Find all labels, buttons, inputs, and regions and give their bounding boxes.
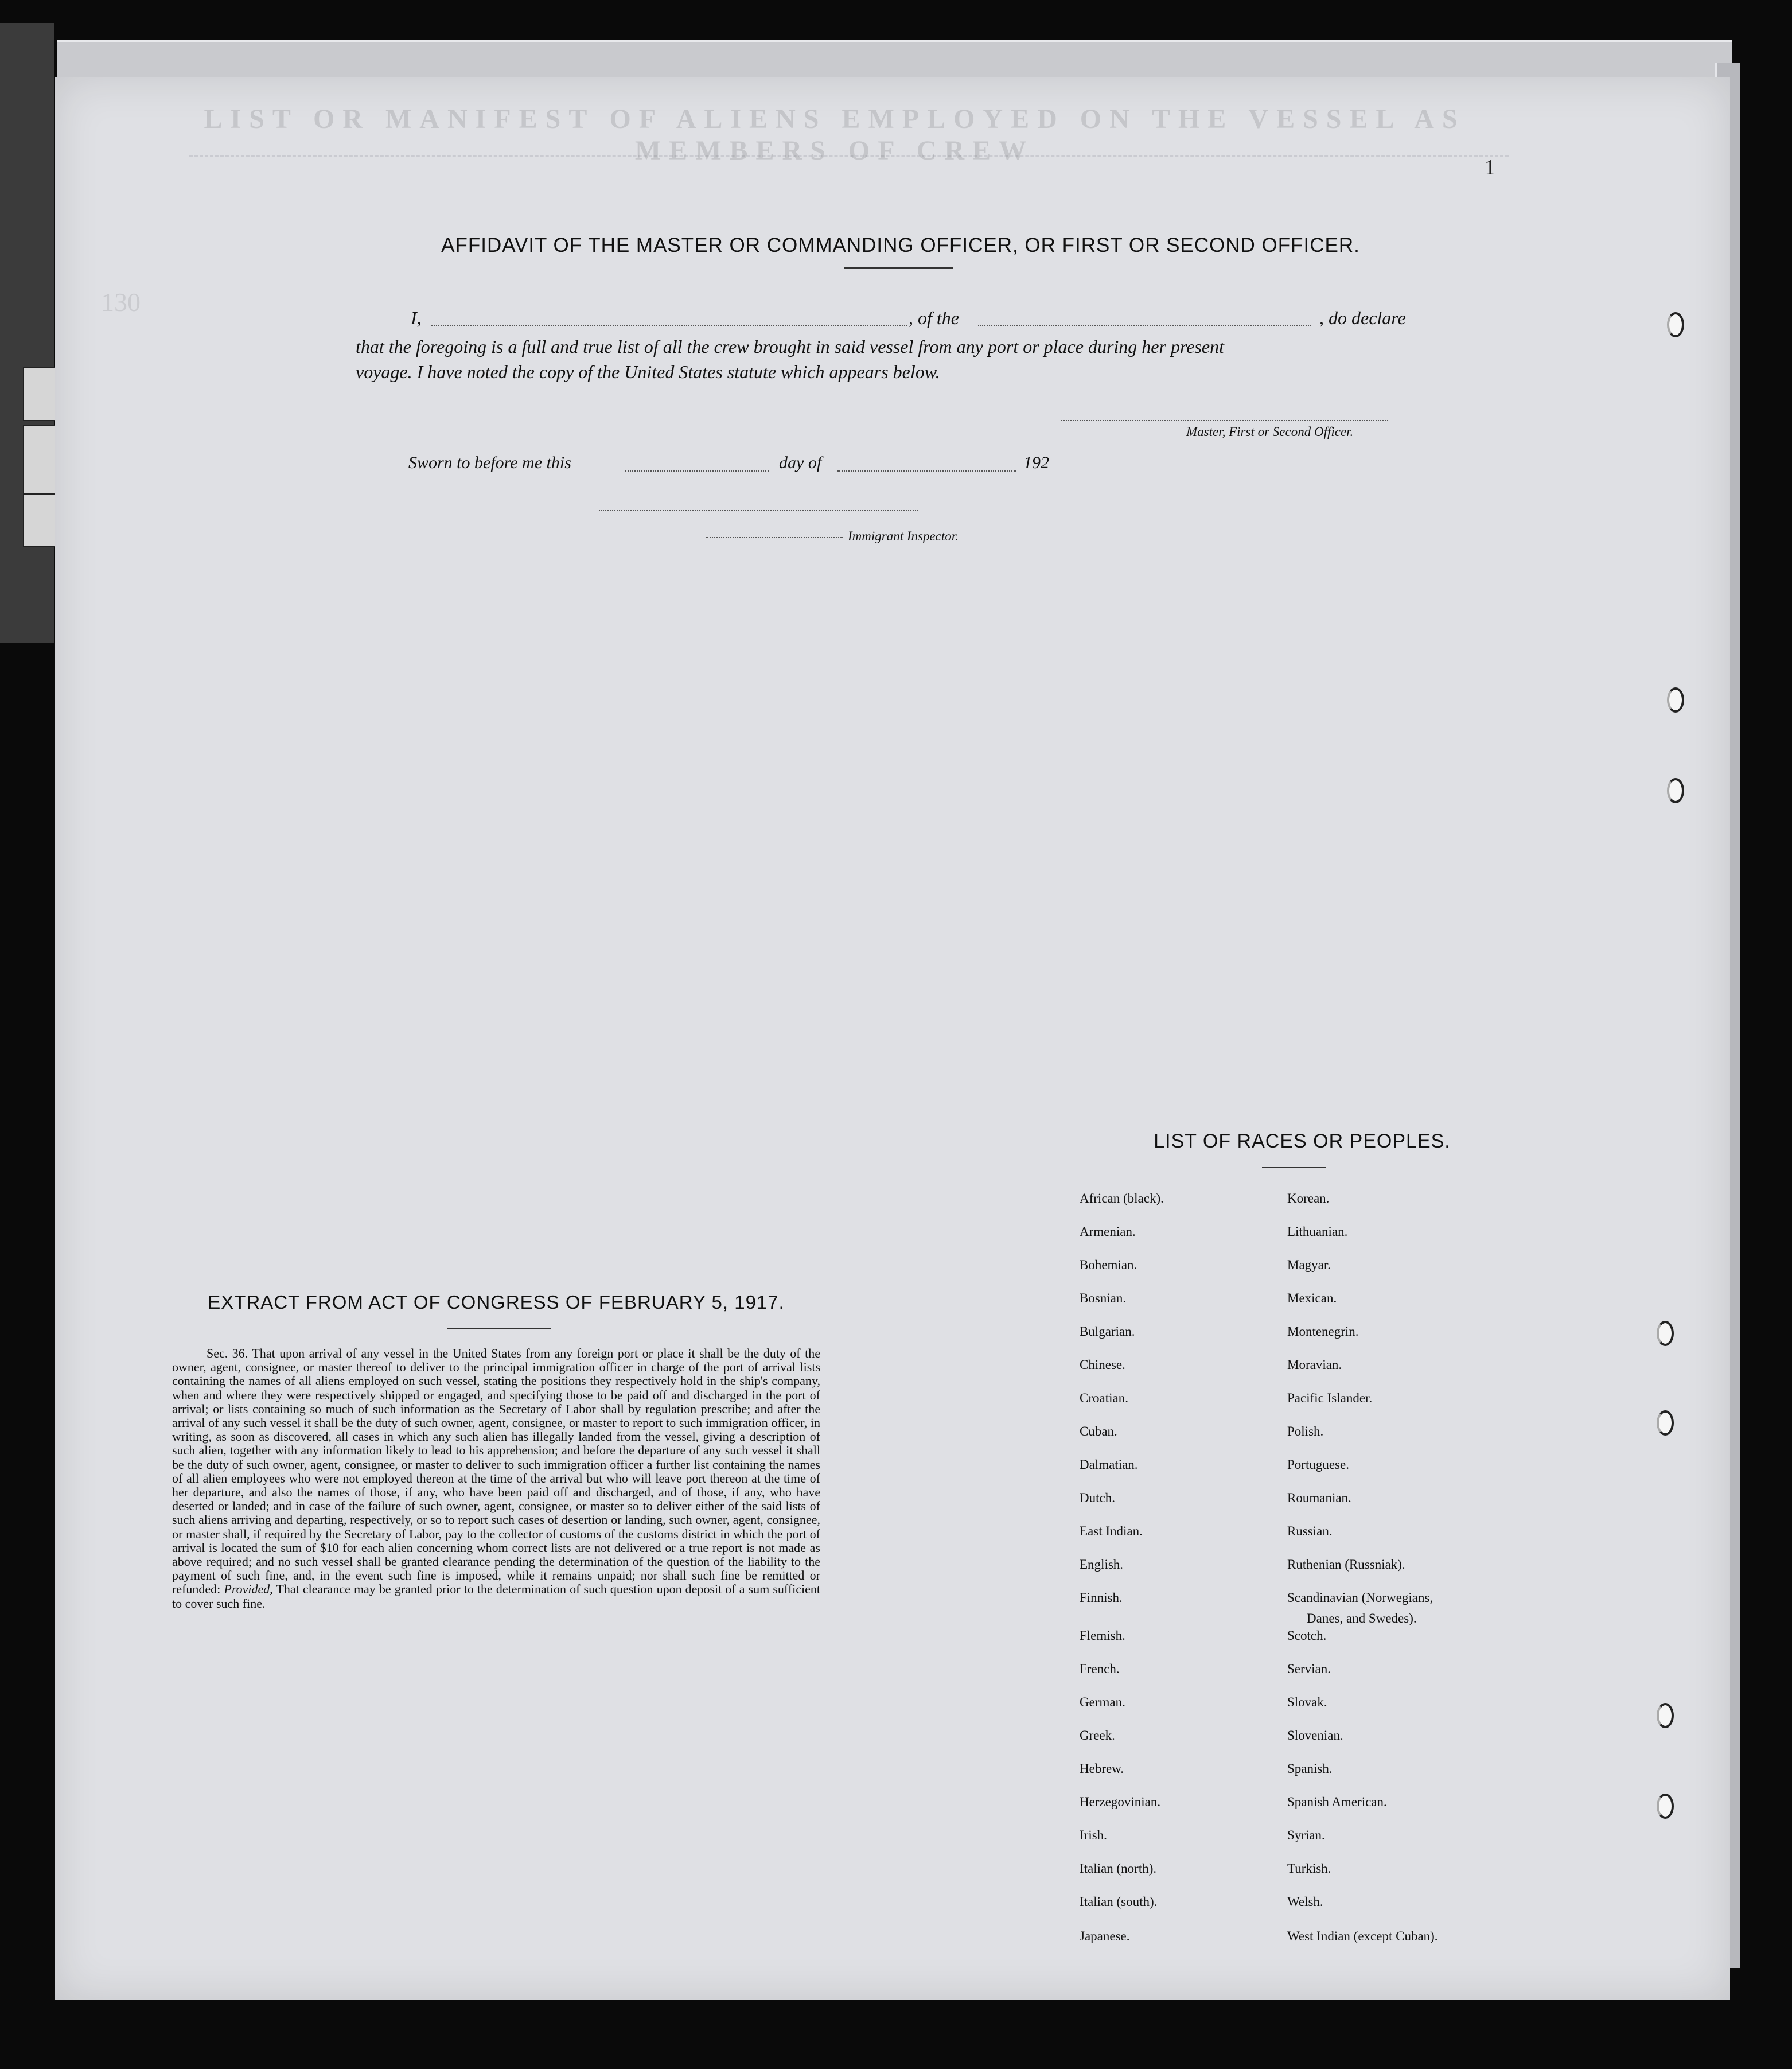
affidavit-line-3: voyage. I have noted the copy of the United States statute which appears below. bbox=[356, 361, 940, 382]
race-left-6: Chinese. bbox=[1080, 1358, 1125, 1372]
race-right-6: Moravian. bbox=[1287, 1358, 1342, 1372]
affidavit-of-the: , of the bbox=[909, 308, 959, 328]
race-right-3: Magyar. bbox=[1287, 1258, 1331, 1272]
punch-hole bbox=[1667, 687, 1684, 713]
race-continuation: Danes, and Swedes). bbox=[1307, 1611, 1417, 1625]
race-left-2: Armenian. bbox=[1080, 1224, 1136, 1239]
section-label: Sec. 36. bbox=[207, 1346, 248, 1360]
punch-hole bbox=[1657, 1703, 1674, 1728]
race-right-14: Scotch. bbox=[1287, 1628, 1327, 1643]
races-title: LIST OF RACES OR PEOPLES. bbox=[1154, 1130, 1451, 1152]
race-right-9: Portuguese. bbox=[1287, 1457, 1349, 1472]
month-blank bbox=[837, 470, 1016, 472]
race-left-1: African (black). bbox=[1080, 1191, 1164, 1205]
race-right-2: Lithuanian. bbox=[1287, 1224, 1348, 1239]
race-right-4: Mexican. bbox=[1287, 1291, 1337, 1305]
left-tab-1 bbox=[23, 367, 60, 421]
race-right-20: Syrian. bbox=[1287, 1828, 1325, 1842]
vessel-blank bbox=[978, 325, 1311, 326]
race-right-8: Polish. bbox=[1287, 1424, 1324, 1438]
affidavit-title-rule bbox=[844, 267, 953, 269]
race-left-19: Herzegovinian. bbox=[1080, 1795, 1161, 1809]
race-left-4: Bosnian. bbox=[1080, 1291, 1127, 1305]
race-right-21: Turkish. bbox=[1287, 1861, 1331, 1876]
extract-body bbox=[172, 1347, 820, 1611]
race-left-11: East Indian. bbox=[1080, 1524, 1143, 1538]
race-right-12: Ruthenian (Russniak). bbox=[1287, 1557, 1405, 1572]
day-of-text: day of bbox=[779, 453, 822, 472]
race-left-8: Cuban. bbox=[1080, 1424, 1117, 1438]
race-right-18: Spanish. bbox=[1287, 1761, 1333, 1776]
race-right-11: Russian. bbox=[1287, 1524, 1333, 1538]
race-left-9: Dalmatian. bbox=[1080, 1457, 1138, 1472]
page-mark: 1 bbox=[1485, 155, 1495, 180]
race-left-13: Finnish. bbox=[1080, 1590, 1123, 1605]
left-tab-3 bbox=[23, 493, 60, 547]
race-right-19: Spanish American. bbox=[1287, 1795, 1387, 1809]
bleedthrough-line bbox=[189, 155, 1509, 161]
race-right-7: Pacific Islander. bbox=[1287, 1391, 1373, 1405]
race-left-12: English. bbox=[1080, 1557, 1124, 1572]
year-prefix: 192 bbox=[1023, 453, 1049, 472]
bleedthrough-header: LIST OR MANIFEST OF ALIENS EMPLOYED ON THE VESSEL AS MEMBERS OF CREW bbox=[204, 104, 1466, 166]
affidavit-line-2: that the foregoing is a full and true list of all the crew brought in said vessel from any port or place during her present bbox=[356, 336, 1224, 357]
extract-title: EXTRACT FROM ACT OF CONGRESS OF FEBRUARY 5, 1917. bbox=[208, 1292, 785, 1313]
left-tab-2 bbox=[23, 425, 60, 496]
race-right-5: Montenegrin. bbox=[1287, 1324, 1359, 1339]
race-left-3: Bohemian. bbox=[1080, 1258, 1137, 1272]
race-right-22: Welsh. bbox=[1287, 1895, 1323, 1909]
punch-hole bbox=[1667, 778, 1684, 803]
race-left-10: Dutch. bbox=[1080, 1491, 1115, 1505]
affidavit-i: I, bbox=[411, 308, 422, 328]
inspector-blank-lower bbox=[706, 537, 843, 538]
race-left-20: Irish. bbox=[1080, 1828, 1107, 1842]
provided-word: Provided, bbox=[224, 1582, 273, 1597]
inspector-label: Immigrant Inspector. bbox=[848, 529, 959, 543]
inspector-blank-upper bbox=[599, 510, 918, 511]
signature-blank bbox=[1061, 420, 1388, 421]
race-left-21: Italian (north). bbox=[1080, 1861, 1157, 1876]
day-blank bbox=[625, 470, 769, 472]
race-right-15: Servian. bbox=[1287, 1662, 1331, 1676]
affidavit-do-declare: , do declare bbox=[1319, 308, 1406, 328]
race-left-23: Japanese. bbox=[1080, 1929, 1130, 1943]
race-right-10: Roumanian. bbox=[1287, 1491, 1351, 1505]
race-right-23: West Indian (except Cuban). bbox=[1287, 1929, 1438, 1943]
race-left-17: Greek. bbox=[1080, 1728, 1115, 1743]
bleedthrough-number: 130 bbox=[101, 287, 141, 317]
race-left-22: Italian (south). bbox=[1080, 1895, 1158, 1909]
race-right-16: Slovak. bbox=[1287, 1695, 1327, 1709]
section-text: That upon arrival of any vessel in the United States from any foreign port or place it shall be the duty of the owner, agent, consignee, or master thereof to deliver to the principal immigration officer in charge of the port of arrival lists containing the names of all aliens employed on such vessel, stating the positions they respectively hold in the ship's company, when and where they were respectively shipped or engaged, and specifying those to be paid off and discharged in the port of arrival; or lists containing so much of such information as the Secretary of Labor shall by regulation prescribe; and after the arrival of any such vessel it shall be the duty of such owner, agent, consignee, or master to report to such immigration officer, in writing, as soon as discovered, all cases in which any such alien has illegally landed from the vessel, giving a description of such alien, together with any information likely to lead to his apprehension; and before the departure of any such vessel it shall be the duty of such owner, agent, consignee, or master to deliver to such immigration officer a further list containing the names of all alien employees who were not employed thereon at the time of the arrival but who will leave port thereon at the time of her departure, and also the names of those, if any, who have been paid off and discharged, and of those, if any, who have deserted or landed; and in case of the failure of such owner, agent, consignee, or master so to deliver either of the said lists of such aliens arriving and departing, respectively, or so to report such cases of desertion or landing, such owner, agent, consignee, or master shall, if required by the Secretary of Labor, pay to the collector of customs of the customs district in which the port of arrival is located the sum of $10 for each alien concerning whom correct lists are not delivered or a true report is not made as above required; and no such vessel shall be granted clearance pending the determination of the question of the liability to the payment of such fine, and, in the event such fine is imposed, while it remains unpaid; nor shall such fine be remitted or refunded: bbox=[172, 1346, 821, 1597]
affidavit-title: AFFIDAVIT OF THE MASTER OR COMMANDING OFFICER, OR FIRST OR SECOND OFFICER. bbox=[441, 234, 1360, 256]
race-left-14: Flemish. bbox=[1080, 1628, 1125, 1643]
race-left-16: German. bbox=[1080, 1695, 1125, 1709]
signature-label: Master, First or Second Officer. bbox=[1186, 425, 1354, 439]
name-blank bbox=[431, 325, 907, 326]
sworn-text: Sworn to before me this bbox=[408, 453, 571, 472]
extract-title-rule bbox=[447, 1328, 551, 1329]
race-left-18: Hebrew. bbox=[1080, 1761, 1124, 1776]
race-left-7: Croatian. bbox=[1080, 1391, 1128, 1405]
section-text-end: That clearance may be granted prior to the determination of such question upon deposit of a sum sufficient to cover such fine. bbox=[172, 1582, 821, 1611]
race-right-1: Korean. bbox=[1287, 1191, 1330, 1205]
race-right-17: Slovenian. bbox=[1287, 1728, 1343, 1743]
punch-hole bbox=[1667, 312, 1684, 337]
races-title-rule bbox=[1262, 1167, 1326, 1168]
punch-hole bbox=[1657, 1410, 1674, 1436]
punch-hole bbox=[1657, 1321, 1674, 1346]
race-right-13: Scandinavian (Norwegians, bbox=[1287, 1590, 1433, 1605]
punch-hole bbox=[1657, 1794, 1674, 1819]
left-binding-edge bbox=[0, 23, 54, 643]
race-left-5: Bulgarian. bbox=[1080, 1324, 1135, 1339]
race-left-15: French. bbox=[1080, 1662, 1120, 1676]
